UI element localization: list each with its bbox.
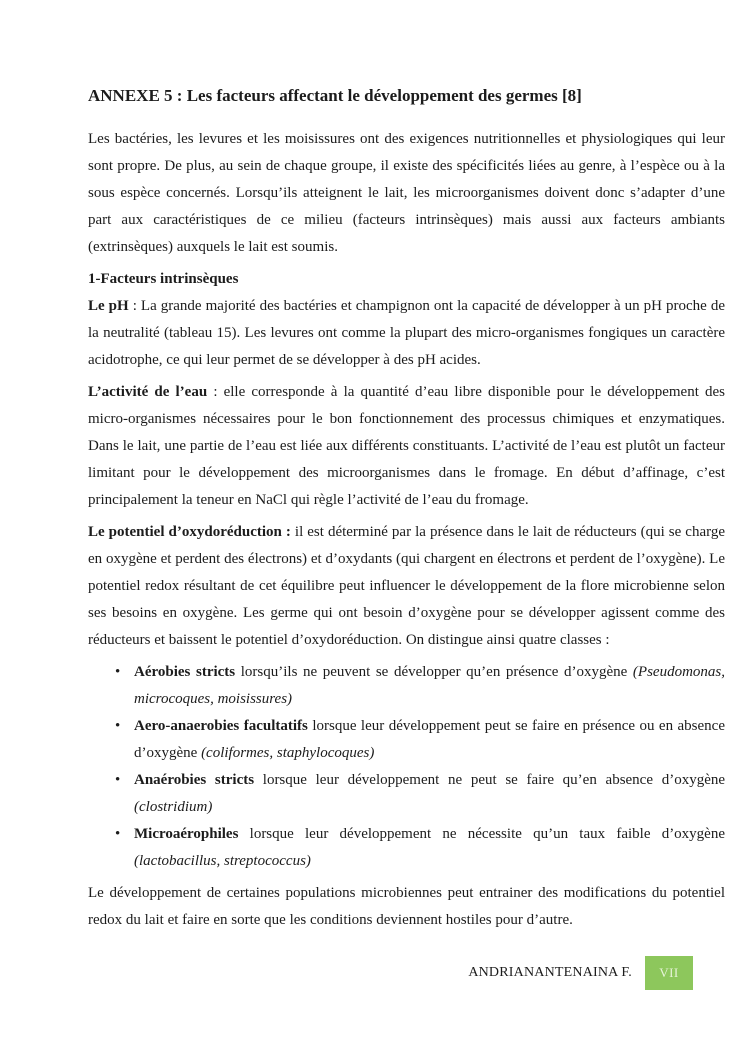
closing-paragraph [88,880,725,934]
bullet-marker: • [115,826,121,842]
bold-run: 1-Facteurs intrinsèques [88,271,239,287]
text-run: : elle corresponde à la quantité d’eau libre disponible pour le développement des micro-organismes nécessaires pour le bon fonctionnement des processus chimiques et enzymatiques. Dans le lait, une partie de l’eau est liée aux différents constituants. L’activité de l’eau est plutôt un facteur limitant pour le développement des microorganismes dans le fromage. En début d’affinage, c’est principalement la teneur en NaCl qui règle l’activité de l’eau du fromage. [88,384,725,508]
footer-author: ANDRIANANTENAINA F. [468,965,632,980]
text-run: lorsque leur développement peut se faire en présence ou en absence d’oxygène [134,718,725,761]
bullet-aerobies-stricts [88,659,725,713]
italic-run: (Pseudomonas, microcoques, moisissures) [134,664,725,707]
text-run: lorsqu’ils ne peuvent se développer qu’en présence d’oxygène [240,664,633,680]
page-number-badge: VII [645,956,693,990]
bullet-marker: • [115,772,121,788]
bold-run: Aérobies stricts [134,664,241,680]
bold-run: Le pH [88,298,129,314]
oxygen-classes-list [88,659,725,875]
bold-run: Aero-anaerobies facultatifs [134,718,308,734]
page-footer [468,956,693,990]
text-run: Les bactéries, les levures et les moisissures ont des exigences nutritionnelles et physiologiques qui leur sont propre. De plus, au sein de chaque groupe, il existe des spécificités liées au genre, à l’espèce ou à la sous espèce concernés. Lorsqu’ils atteignent le lait, les microorganismes doivent donc s’adapter d’une part aux caractéristiques de ce milieu (facteurs intrinsèques) mais aussi aux facteurs ambiants (extrinsèques) auxquels le lait est soumis. [88,131,725,255]
bold-run: Le potentiel d’oxydoréduction : [88,524,291,540]
text-run: : La grande majorité des bactéries et champignon ont la capacité de développer à un pH proche de la neutralité (tableau 15). Les levures ont comme la plupart des micro-organismes fongiques un caractère acidotrophe, ce qui leur permet de se développer à des pH acides. [88,298,725,368]
bold-run: Anaérobies stricts [134,772,255,788]
intro-paragraph [88,126,725,261]
bullet-marker: • [115,718,121,734]
paragraph-activite-de-leau [88,379,725,514]
bullet-marker: • [115,664,121,680]
document-content [88,86,725,939]
text-run: lorsque leur développement ne nécessite qu’un taux faible d’oxygène [238,826,725,842]
bold-run: Microaérophiles [134,826,239,842]
bullet-aero-anaerobies-facultatifs [88,713,725,767]
document-body [88,126,725,934]
italic-run: (coliformes, staphylocoques) [201,745,375,761]
bullet-anaerobies-stricts [88,767,725,821]
text-run: Le développement de certaines populations microbiennes peut entrainer des modifications du potentiel redox du lait et faire en sorte que les conditions deviennent hostiles pour d’autre. [88,885,725,928]
bullet-microaerophiles [88,821,725,875]
italic-run: (clostridium) [134,799,213,815]
bold-run: L’activité de l’eau [88,384,208,400]
paragraph-le-ph [88,293,725,374]
paragraph-potentiel-oxydoreduction [88,519,725,654]
text-run: il est déterminé par la présence dans le lait de réducteurs (qui se charge en oxygène et perdent des électrons) et d’oxydants (qui chargent en électrons et perdent de l’oxygène). Le potentiel redox résultant de cet équilibre peut influencer le développement de la flore microbienne selon ses besoins en oxygène. Les germe qui ont besoin d’oxygène pour se développer agissent comme des réducteurs et baissent le potentiel d’oxydoréduction. On distingue ainsi quatre classes : [88,524,726,648]
text-run: lorsque leur développement ne peut se faire qu’en absence d’oxygène [254,772,726,788]
italic-run: (lactobacillus, streptococcus) [134,853,311,869]
section-heading-facteurs-intrinseques [88,266,725,293]
page-title: ANNEXE 5 : Les facteurs affectant le développement des germes [8] [88,86,582,105]
